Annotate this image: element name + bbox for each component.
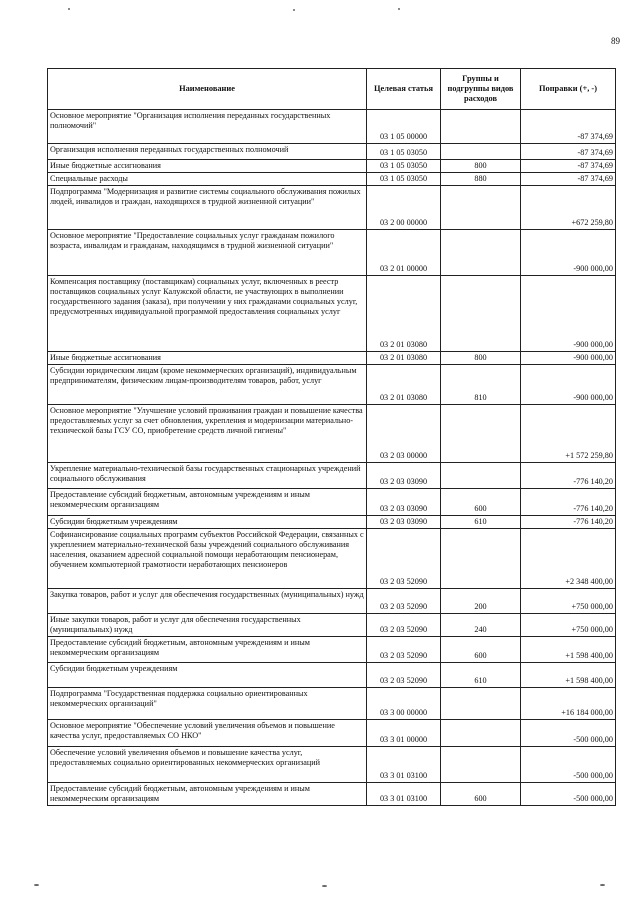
cell-group: [441, 747, 521, 783]
cell-name: Организация исполнения переданных государственных полномочий: [48, 144, 367, 160]
cell-code: 03 2 03 52090: [367, 637, 441, 663]
cell-name: Предоставление субсидий бюджетным, автономным учреждениям и иным некоммерческим организациям: [48, 489, 367, 516]
table-row: [48, 405, 616, 463]
table-row: [48, 365, 616, 405]
table-row: [48, 173, 616, 186]
cell-name: Иные бюджетные ассигнования: [48, 352, 367, 365]
cell-group: [441, 405, 521, 463]
cell-amount: +750 000,00: [521, 614, 616, 637]
cell-name: Закупка товаров, работ и услуг для обеспечения государственных (муниципальных) нужд: [48, 589, 367, 614]
cell-amount: -500 000,00: [521, 720, 616, 747]
cell-code: 03 2 03 03090: [367, 516, 441, 529]
table-body: [48, 110, 616, 806]
table-row: [48, 186, 616, 230]
cell-code: 03 2 03 52090: [367, 663, 441, 688]
table-row: [48, 276, 616, 352]
cell-name: Основное мероприятие "Улучшение условий проживания граждан и повышение качества предоставляемых услуг за счет обновления, укрепления и модернизации материально-технической базы ГСУ СО, приобретение средств личной гигиены": [48, 405, 367, 463]
cell-group: 600: [441, 489, 521, 516]
cell-code: 03 2 03 52090: [367, 529, 441, 589]
cell-name: Подпрограмма "Государственная поддержка социально ориентированных некоммерческих организаций": [48, 688, 367, 720]
cell-group: [441, 186, 521, 230]
cell-code: 03 3 01 03100: [367, 783, 441, 806]
cell-name: Основное мероприятие "Организация исполнения переданных государственных полномочий": [48, 110, 367, 144]
table-row: [48, 516, 616, 529]
cell-name: Софинансирование социальных программ субъектов Российской Федерации, связанных с укреплением материально-технической базы учреждений социального обслуживания населения, оказанием адресной социальной помощи неработающим пенсионерам, обучением компьютерной грамотности неработающих пенсионеров: [48, 529, 367, 589]
header-group: Группы и подгруппы видов расходов: [441, 69, 521, 110]
header-name: Наименование: [48, 69, 367, 110]
cell-code: 03 2 00 00000: [367, 186, 441, 230]
cell-amount: +16 184 000,00: [521, 688, 616, 720]
cell-amount: -87 374,69: [521, 160, 616, 173]
cell-group: [441, 110, 521, 144]
cell-code: 03 2 03 00000: [367, 405, 441, 463]
cell-amount: -87 374,69: [521, 173, 616, 186]
table-row: [48, 352, 616, 365]
cell-name: Предоставление субсидий бюджетным, автономным учреждениям и иным некоммерческим организациям: [48, 637, 367, 663]
cell-group: 610: [441, 663, 521, 688]
cell-amount: +1 598 400,00: [521, 637, 616, 663]
cell-amount: -776 140,20: [521, 516, 616, 529]
cell-group: 810: [441, 365, 521, 405]
cell-group: [441, 529, 521, 589]
cell-amount: +1 572 259,80: [521, 405, 616, 463]
cell-amount: +672 259,80: [521, 186, 616, 230]
cell-code: 03 1 05 03050: [367, 160, 441, 173]
table-row: [48, 663, 616, 688]
cell-amount: -87 374,69: [521, 144, 616, 160]
cell-code: 03 2 03 03090: [367, 463, 441, 489]
table-row: [48, 110, 616, 144]
cell-group: 800: [441, 352, 521, 365]
cell-code: 03 2 03 52090: [367, 589, 441, 614]
cell-name: Иные закупки товаров, работ и услуг для обеспечения государственных (муниципальных) нужд: [48, 614, 367, 637]
cell-group: 200: [441, 589, 521, 614]
cell-amount: -900 000,00: [521, 230, 616, 276]
cell-name: Основное мероприятие "Предоставление социальных услуг гражданам пожилого возраста, инвалидам и гражданам, находящимся в трудной жизненной ситуации": [48, 230, 367, 276]
table-row: [48, 529, 616, 589]
table-row: [48, 720, 616, 747]
cell-group: 600: [441, 637, 521, 663]
cell-name: Специальные расходы: [48, 173, 367, 186]
cell-group: [441, 276, 521, 352]
table-row: [48, 230, 616, 276]
cell-amount: -900 000,00: [521, 365, 616, 405]
cell-amount: -776 140,20: [521, 463, 616, 489]
table-row: [48, 783, 616, 806]
cell-amount: -900 000,00: [521, 276, 616, 352]
cell-name: Предоставление субсидий бюджетным, автономным учреждениям и иным некоммерческим организациям: [48, 783, 367, 806]
table-row: [48, 160, 616, 173]
scan-speck: [68, 8, 70, 10]
table-row: [48, 747, 616, 783]
cell-name: Иные бюджетные ассигнования: [48, 160, 367, 173]
cell-code: 03 3 00 00000: [367, 688, 441, 720]
table-row: [48, 489, 616, 516]
page-number: 89: [611, 36, 620, 46]
header-code: Целевая статья: [367, 69, 441, 110]
cell-group: [441, 720, 521, 747]
cell-name: Обеспечение условий увеличения объемов и повышение качества услуг, предоставляемых социально ориентированных некоммерческих организаций: [48, 747, 367, 783]
cell-group: 600: [441, 783, 521, 806]
scan-speck: [398, 8, 400, 10]
cell-name: Укрепление материально-технической базы государственных стационарных учреждений социального обслуживания: [48, 463, 367, 489]
cell-name: Компенсация поставщику (поставщикам) социальных услуг, включенных в реестр поставщиков социальных услуг Калужской области, не участвующих в выполнении государственного задания (заказа), при получении у них гражданами социальных услуг, предусмотренных индивидуальной программой предоставления социальных услуг: [48, 276, 367, 352]
budget-table: [47, 68, 616, 806]
cell-name: Субсидии юридическим лицам (кроме некоммерческих организаций), индивидуальным предпринимателям, физическим лицам-производителям товаров, работ, услуг: [48, 365, 367, 405]
cell-name: Основное мероприятие "Обеспечение условий увеличения объемов и повышение качества услуг, предоставляемых СО НКО": [48, 720, 367, 747]
table-row: [48, 463, 616, 489]
cell-code: 03 2 03 03090: [367, 489, 441, 516]
table-row: [48, 637, 616, 663]
cell-group: 800: [441, 160, 521, 173]
cell-group: [441, 463, 521, 489]
cell-code: 03 1 05 03050: [367, 144, 441, 160]
scan-speck: [322, 885, 327, 887]
cell-code: 03 2 01 03080: [367, 365, 441, 405]
table-row: [48, 614, 616, 637]
table-row: [48, 144, 616, 160]
cell-code: 03 3 01 00000: [367, 720, 441, 747]
cell-group: [441, 688, 521, 720]
cell-name: Подпрограмма "Модернизация и развитие системы социального обслуживания пожилых людей, инвалидов и граждан, находящихся в трудной жизненной ситуации": [48, 186, 367, 230]
cell-code: 03 3 01 03100: [367, 747, 441, 783]
cell-code: 03 2 01 03080: [367, 276, 441, 352]
cell-group: [441, 230, 521, 276]
cell-name: Субсидии бюджетным учреждениям: [48, 516, 367, 529]
cell-code: 03 1 05 03050: [367, 173, 441, 186]
cell-amount: -776 140,20: [521, 489, 616, 516]
cell-group: 610: [441, 516, 521, 529]
cell-group: [441, 144, 521, 160]
scan-speck: [293, 9, 295, 11]
table-row: [48, 589, 616, 614]
cell-amount: -900 000,00: [521, 352, 616, 365]
header-amount: Поправки (+, -): [521, 69, 616, 110]
cell-amount: +2 348 400,00: [521, 529, 616, 589]
table-header-row: [48, 69, 616, 110]
cell-code: 03 2 01 03080: [367, 352, 441, 365]
table-row: [48, 688, 616, 720]
cell-code: 03 1 05 00000: [367, 110, 441, 144]
cell-group: 880: [441, 173, 521, 186]
scan-speck: [34, 884, 39, 886]
cell-name: Субсидии бюджетным учреждениям: [48, 663, 367, 688]
cell-code: 03 2 01 00000: [367, 230, 441, 276]
cell-group: 240: [441, 614, 521, 637]
scan-speck: [600, 884, 605, 886]
cell-amount: +1 598 400,00: [521, 663, 616, 688]
cell-amount: -500 000,00: [521, 747, 616, 783]
cell-amount: -87 374,69: [521, 110, 616, 144]
cell-code: 03 2 03 52090: [367, 614, 441, 637]
cell-amount: +750 000,00: [521, 589, 616, 614]
cell-amount: -500 000,00: [521, 783, 616, 806]
